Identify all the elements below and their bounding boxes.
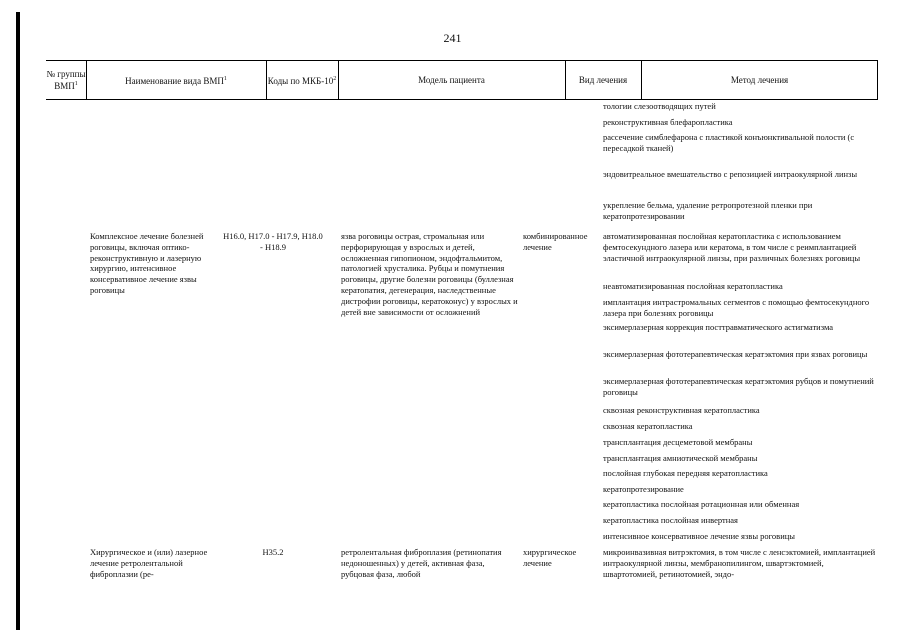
vmp-name-cell: Хирургическое и (или) лазерное лечение ретролентальной фиброплазии (ре- [90,547,208,579]
method-item: кератопротезирование [603,484,684,494]
method-item: имплантация интрастромальных сегментов с помощью фемтосекундного лазера при болезнях роговицы [603,297,870,318]
method-item: интенсивное консервативное лечение язвы роговицы [603,531,796,541]
method-item: кератопластика послойная инвертная [603,515,738,525]
method-item: реконструктивная блефаропластика [603,117,733,127]
vmp-name-cell: Комплексное лечение болезней роговицы, включая оптико-реконструктивную и лазерную хирургию, интенсивное консервативное лечение язвы роговицы [90,231,204,295]
icd-codes-cell: H16.0, H17.0 - H17.9, H18.0 - H18.9 [223,231,323,252]
header-treatment-type: Вид лечения [578,75,628,85]
patient-model-cell: ретролентальная фиброплазия (ретинопатия недоношенных) у детей, активная фаза, рубцовая фаза, любой [341,547,502,579]
method-item: укрепление бельма, удаление ретропротезной пленки при кератопротезировании [603,200,813,221]
icd-codes-cell: H35.2 [262,547,284,557]
method-item: эксимерлазерная коррекция посттравматического астигматизма [603,322,834,332]
method-item: эксимерлазерная фототерапевтическая кератэктомия рубцов и помутнений роговицы [603,376,874,397]
header-treatment-method: Метод лечения [730,75,789,85]
method-item: сквозная реконструктивная кератопластика [603,405,760,415]
method-item: рассечение симблефарона с пластикой конъюнктивальной полости (с пересадкой тканей) [603,132,855,153]
treatment-type-cell: хирургическое лечение [523,547,577,568]
method-item: сквозная кератопластика [603,421,693,431]
method-item: автоматизированная послойная кератопластика с использованием фемтосекундного лазера или кератома, в том числе с реимплантацией эластичной интраокулярной линзы, при различных болезнях роговицы [603,231,861,263]
method-item: эксимерлазерная фототерапевтическая кератэктомия при язвах роговицы [603,349,868,359]
method-item: тологии слезоотводящих путей [603,101,716,111]
method-item: эндовитреальное вмешательство с репозицией интраокулярной линзы [603,169,858,179]
method-item: трансплантация амниотической мембраны [603,453,758,463]
method-item: микроинвазивная витрэктомия, в том числе с ленсэктомией, имплантацией интраокулярной линзы, мембранопилингом, швартэктомией, швартотомией, ретинотомией, эндо- [603,547,876,579]
method-item: послойная глубокая передняя кератопластика [603,468,768,478]
patient-model-cell: язва роговицы острая, стромальная или перфорирующая у взрослых и детей, осложненная гипопионом, эндофтальмитом, патологией хрусталика. Рубцы и помутнения роговицы, другие болезни роговицы (буллезная кератопатия, дегенерация, наследственные дистрофии роговицы, кератоконус) у взрослых и детей вне зависимости от осложнений [341,231,518,317]
header-group-number: № группы ВМП$^1$ [46,69,86,91]
header-vmp-name: Наименование вида ВМП$^1$ [125,76,227,86]
page-number: 241 [443,31,462,45]
method-item: неавтоматизированная послойная кератопластика [603,281,783,291]
header-patient-model: Модель пациента [418,75,485,85]
header-icd-codes: Коды по МКБ-$10^2$ [267,76,337,86]
method-item: кератопластика послойная ротационная или обменная [603,499,800,509]
method-item: трансплантация десцеметовой мембраны [603,437,753,447]
treatment-type-cell: комбинированное лечение [523,231,588,252]
page-binding-edge [16,12,20,630]
table-header [46,60,878,100]
